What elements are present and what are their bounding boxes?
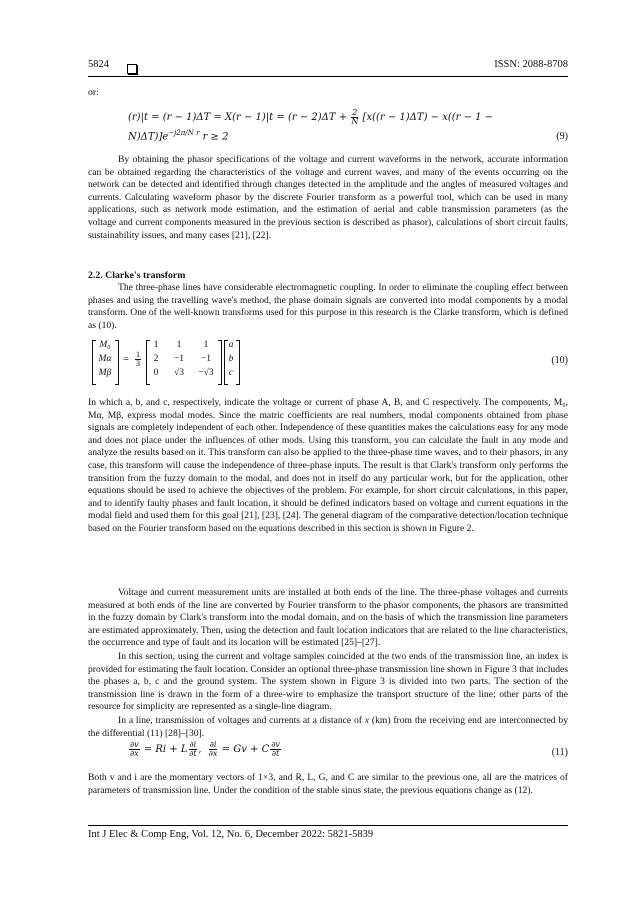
lhs-malpha: Mα: [98, 354, 112, 364]
paragraph-clarke-intro: The three-phase lines have considerable electromagnetic coupling. In order to eliminate the coupling effect between phases and using the travelling wave's method, the phase domain signals are converted into modal components by a modal transform. One of the well-known transforms used for this purpose in this research is the Clarke transform, which is defined as (10).: [88, 282, 568, 331]
matrix-cell: 0: [153, 368, 159, 378]
rhs-b: b: [228, 354, 234, 364]
paragraph-momentary-vectors: Both v and i are the momentary vectors of 1×3, and R, L, G, and C are similar to the previous one, all are the matrices of parameters of transmission line. Under the condition of the stable sinus state, the previous equations change as (12).: [88, 772, 568, 796]
rhs-c: c: [228, 368, 234, 378]
page-number: 5824: [88, 59, 109, 70]
paragraph-fault-index: In this section, using the current and voltage samples coincided at the two ends of the transmission line, an index is provided for estimating the fault location. Consider an optional three-phase transmission line shown in Figure 3 that includes the phases a, b, c and the ground system. The system shown in Figure 3 is divided into two parts. The section of the transmission line is drawn in the form of a three-wire to emphasize the transport structure of the line; other parts of the resource for simplicity are represented as a single-line diagram.: [88, 651, 568, 713]
intro-word: or:: [88, 87, 99, 98]
matrix-cell: 1: [203, 340, 209, 350]
equation-9-line-1: (r)|t = (r − 1)ΔT = X(r − 1)|t = (r − 2)ΔT + $\frac{2}{N}$ [x((r − 1)ΔT) − x((r − 1 −: [128, 108, 494, 126]
lhs-mbeta: Mβ: [98, 368, 112, 378]
equation-11: $\frac{\partial v}{\partial x}$ = Ri + L $\frac{\partial i}{\partial t}$ , $\frac{\partial i}{\partial x}$ = Gv + C $\frac{\partial v}{\partial t}$: [130, 740, 280, 758]
equation-11-number: (11): [551, 747, 568, 758]
equation-9-line-2: $N)\Delta T)]e^{-j2\pi/N r}$ r ≥ 2: [128, 129, 229, 143]
matrix-cell: 1: [153, 340, 159, 350]
section-heading: 2.2. Clarke's transform: [88, 270, 186, 281]
matrix-cell: √3: [174, 368, 184, 378]
coefficient: $\frac{1}{3}$: [136, 349, 140, 368]
paragraph-differential: In a line, transmission of voltages and currents at a distance of x (km) from the receiving end are interconnected by the differential (11) [28]–[30].: [88, 715, 568, 739]
matrix-cell: −√3: [198, 368, 214, 378]
footer-citation: Int J Elec & Comp Eng, Vol. 12, No. 6, December 2022: 5821-5839: [88, 829, 374, 840]
paragraph-measurement-units: Voltage and current measurement units are installed at both ends of the line. The three-phase voltages and currents measured at both ends of the line are converted by Fourier transform to the phasor components, the phasors are transmitted in the fuzzy domain by Clark's transform into the modal domain, and on the basis of which the transmission line parameters are estimated approximately. Then, using the detection and fault location indicators that are related to the line characteristics, the occurrence and type of fault and its location will be estimated [25]–[27].: [88, 587, 568, 649]
matrix-cell: −1: [173, 354, 185, 364]
matrix-cell: 1: [176, 340, 182, 350]
matrix-cell: 2: [153, 354, 159, 364]
matrix-cell: −1: [200, 354, 212, 364]
footer-rule: [88, 825, 568, 826]
paragraph-phasor: By obtaining the phasor specifications of the voltage and current waveforms in the network, accurate information can be obtained regarding the characteristics of the voltage and current waves, and many of the events occurring on the network can be detected and identified through changes detected in the amplitude and the angles of measured voltages and currents. Calculating waveform phasor by the discrete Fourier transform as a powerful tool, which can be used in many applications, such as network mode estimation, and the estimation of aerial and cable transmission parameters (as the voltage and current components measured in the previous section is described as phasor), calculations of short circuit faults, sustainability issues, and many cases [21], [22].: [88, 154, 568, 241]
issn: ISSN: 2088-8708: [494, 59, 568, 70]
paragraph-modal-components: In which a, b, and c, respectively, indicate the voltage or current of phase A, B, and C respectively. The components, M₀, Mα, Mβ, express modal modes. Since the matric coefficients are real numbers, modal components obtained from phase signals are completely independent of each other. Independence of these quantities makes the calculations easy for any mode and does not place under the influences of other mods. Using this transform, you can calculate the fault in any mode and analyze the results based on it. This transform can also be applied to the three-phase time waves, and to their phasors, in any case, this transform will cause the independence of three-phase inputs. The result is that Clark's transform only performs the transition from the fuzzy domain to the modal, and does not in itself do any particular work, but for the application, other equations should be used to achieve the objectives of the problem. For example, for short circuit calculations, in this paper, and to identify faulty phases and fault location, it should be defined indicators based on voltage and current equations in the modal field and used them for this goal [21], [23], [24]. The general diagram of the comparative detection/location technique based on the Fourier transform based on the equations described in this section is shown in Figure 2.: [88, 397, 568, 534]
rhs-a: a: [228, 340, 234, 350]
equation-9-number: (9): [556, 131, 568, 142]
lhs-m0: M₀: [99, 340, 111, 350]
header-rule: [88, 76, 568, 77]
equation-10-number: (10): [551, 355, 568, 366]
